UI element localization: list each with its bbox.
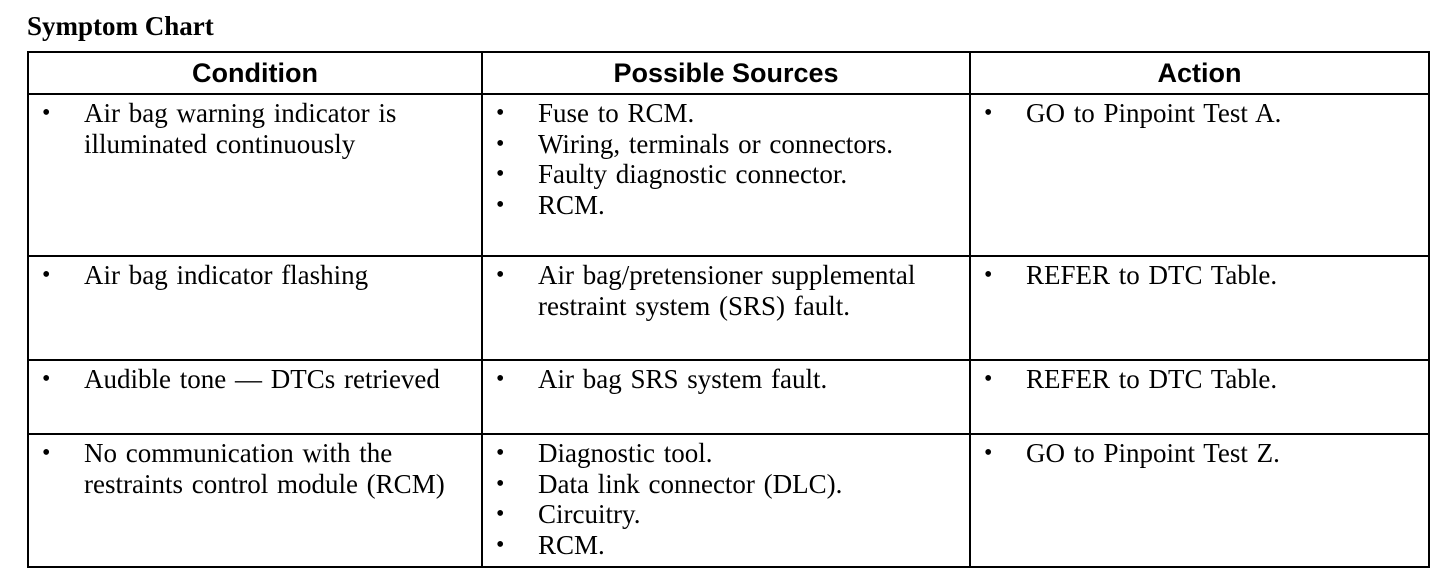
list-item: [483, 438, 963, 469]
list-item: [483, 364, 963, 395]
table-row: [28, 360, 1429, 434]
list-item: [483, 98, 963, 129]
list-item: [29, 98, 475, 159]
table-row: [28, 94, 1429, 256]
list-item: [483, 159, 963, 190]
list-item: [483, 499, 963, 530]
list-item: [29, 364, 475, 395]
bullet-icon: •: [496, 531, 505, 558]
header-action: Action: [970, 52, 1429, 94]
bullet-icon: •: [496, 501, 505, 527]
list-item: [29, 438, 475, 499]
table-row: [28, 256, 1429, 360]
sources-cell: [482, 256, 970, 360]
bullet-icon: •: [496, 100, 505, 126]
bullet-icon: •: [42, 100, 51, 126]
action-text: GO to Pinpoint Test Z.: [1026, 438, 1280, 468]
source-text: Air bag SRS system fault.: [538, 364, 828, 394]
condition-cell: [28, 256, 482, 360]
source-text: RCM.: [538, 189, 605, 220]
sources-cell: [482, 434, 970, 567]
condition-text: Audible tone — DTCs retrieved: [84, 364, 440, 394]
list-item: [971, 438, 1422, 469]
bullet-icon: •: [984, 262, 993, 288]
source-text: Data link connector (DLC).: [538, 468, 843, 499]
list-item: [483, 469, 963, 500]
list-item: [971, 98, 1422, 129]
action-cell: [970, 360, 1429, 434]
bullet-icon: •: [42, 262, 51, 288]
condition-text: Air bag indicator flashing: [84, 260, 369, 290]
table-row: [28, 434, 1429, 567]
bullet-icon: •: [496, 366, 505, 392]
bullet-icon: •: [42, 366, 51, 392]
action-cell: [970, 434, 1429, 567]
action-cell: [970, 94, 1429, 256]
header-condition: Condition: [28, 52, 482, 94]
header-possible-sources: Possible Sources: [482, 52, 970, 94]
bullet-icon: •: [984, 366, 993, 392]
condition-text: Air bag warning indicator is illuminated continuously: [84, 98, 397, 159]
action-cell: [970, 256, 1429, 360]
condition-cell: [28, 360, 482, 434]
source-text: RCM.: [538, 529, 605, 560]
bullet-icon: •: [496, 262, 505, 288]
source-text: Air bag/pretensioner supplemental restraint system (SRS) fault.: [538, 260, 916, 321]
condition-text: No communication with the restraints control module (RCM): [84, 438, 445, 499]
condition-cell: [28, 434, 482, 567]
list-item: [483, 530, 963, 561]
condition-cell: [28, 94, 482, 256]
list-item: [483, 260, 963, 321]
symptom-chart-table: [27, 51, 1430, 568]
list-item: [29, 260, 475, 291]
bullet-icon: •: [496, 161, 505, 187]
sources-cell: [482, 94, 970, 256]
bullet-icon: •: [496, 130, 505, 157]
bullet-icon: •: [984, 100, 993, 126]
source-text: Wiring, terminals or connectors.: [538, 128, 894, 159]
action-text: REFER to DTC Table.: [1026, 260, 1278, 290]
source-text: Diagnostic tool.: [538, 438, 713, 468]
source-text: Faulty diagnostic connector.: [538, 159, 848, 189]
bullet-icon: •: [496, 440, 505, 466]
action-text: REFER to DTC Table.: [1026, 364, 1278, 394]
action-text: GO to Pinpoint Test A.: [1026, 98, 1282, 128]
list-item: [971, 364, 1422, 395]
page-title: Symptom Chart: [27, 11, 214, 41]
bullet-icon: •: [496, 470, 505, 497]
list-item: [483, 129, 963, 160]
list-item: [971, 260, 1422, 291]
bullet-icon: •: [984, 440, 993, 466]
source-text: Fuse to RCM.: [538, 98, 695, 128]
bullet-icon: •: [496, 191, 505, 218]
list-item: [483, 190, 963, 221]
bullet-icon: •: [42, 440, 51, 466]
sources-cell: [482, 360, 970, 434]
table-header-row: [28, 52, 1429, 94]
source-text: Circuitry.: [538, 499, 641, 529]
